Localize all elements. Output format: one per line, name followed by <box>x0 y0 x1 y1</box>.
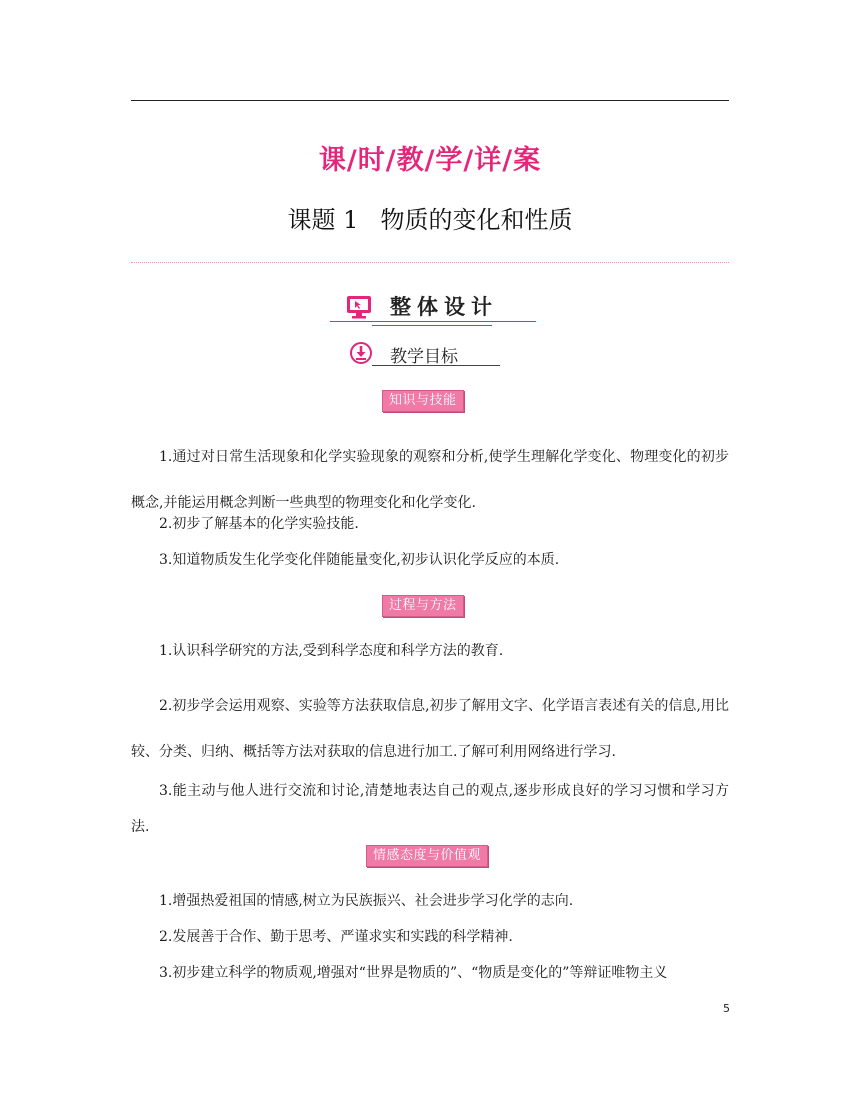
page-number: 5 <box>723 1002 730 1015</box>
header-rule <box>131 100 729 101</box>
lesson-title <box>0 200 860 235</box>
subsection-title: 教学目标 <box>390 347 458 367</box>
goal-item: 3.初步建立科学的物质观,增强对“世界是物质的”、“物质是变化的”等辩证唯物主义 <box>159 965 668 981</box>
section-heading <box>340 290 540 330</box>
goal-item: 1.增强热爱祖国的情感,树立为民族振兴、社会进步学习化学的志向. <box>159 893 574 909</box>
goal-item: 2.初步学会运用观察、实验等方法获取信息,初步了解用文字、化学语言表述有关的信息,用比较、分类、归纳、概括等方法对获取的信息进行加工.了解可利用网络进行学习. <box>131 698 729 760</box>
section-underline-inner <box>372 325 492 326</box>
section-title: 整体设计 <box>390 295 498 319</box>
monitor-icon <box>346 294 372 320</box>
goal-item: 2.初步了解基本的化学实验技能. <box>159 516 359 532</box>
tag-attitude-values: 情感态度与价值观 <box>366 845 488 867</box>
tag-process-method: 过程与方法 <box>382 595 464 617</box>
section-underline <box>330 321 536 322</box>
goal-item: 2.发展善于合作、勤于思考、严谨求实和实践的科学精神. <box>159 929 513 945</box>
lesson-name: 物质的变化和性质 <box>380 206 573 234</box>
subsection-underline <box>372 365 500 366</box>
subsection-heading <box>350 340 510 370</box>
goal-item: 3.知道物质发生化学变化伴随能量变化,初步认识化学反应的本质. <box>159 552 560 568</box>
download-arrow-icon <box>350 342 372 364</box>
goal-item: 1.通过对日常生活现象和化学实验现象的观察和分析,使学生理解化学变化、物理变化的初步概念,并能运用概念判断一些典型的物理变化和化学变化. <box>131 449 729 511</box>
tag-knowledge-skills: 知识与技能 <box>382 390 464 412</box>
goal-item: 3.能主动与他人进行交流和讨论,清楚地表达自己的观点,逐步形成良好的学习习惯和学习方法. <box>131 783 729 835</box>
banner-title: 课/时/教/学/详/案 <box>318 145 542 176</box>
goal-item: 1.认识科学研究的方法,受到科学态度和科学方法的教育. <box>159 643 504 659</box>
lesson-number: 课题 1 <box>287 206 359 234</box>
dotted-divider <box>131 262 729 263</box>
